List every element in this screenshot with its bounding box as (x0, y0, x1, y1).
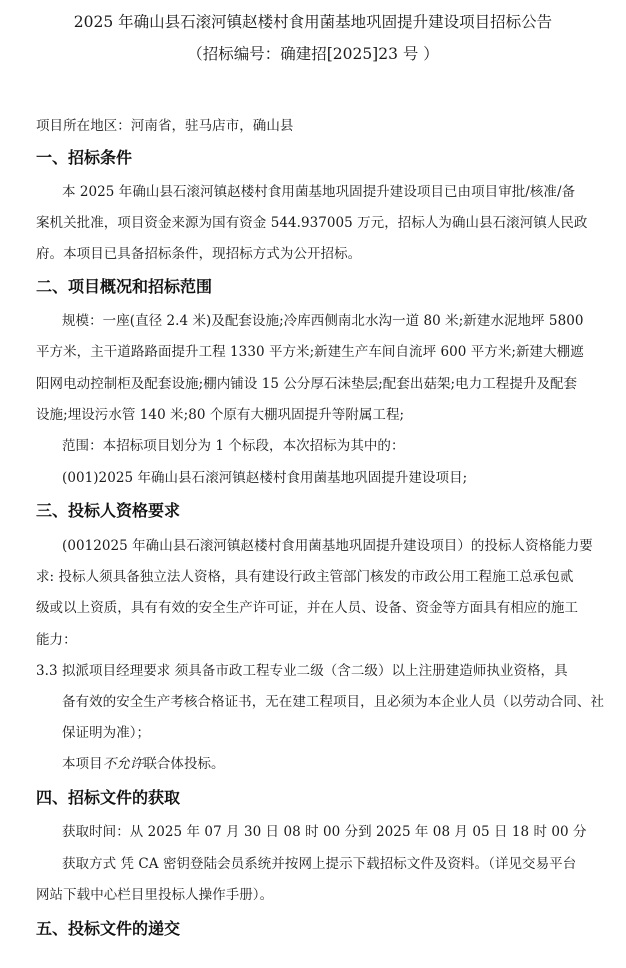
section1-line: 府。本项目已具备招标条件，现招标方式为公开招标。 (36, 246, 362, 262)
pm-requirement-line: 保证明为准）； (62, 725, 151, 741)
project-location: 项目所在地区：河南省，驻马店市，确山县 (36, 118, 294, 134)
scope-text: 范围：本招标项目划分为 1 个标段，本次招标为其中的： (62, 438, 405, 454)
consortium-prefix: 本项目 (62, 756, 103, 772)
qualification-line: 能力： (36, 632, 77, 648)
section1-line: 案机关批准，项目资金来源为国有资金 544.937005 万元，招标人为确山县石滚河镇人民政 (36, 215, 588, 231)
acquisition-method-line: 获取方式 凭 CA 密钥登陆会员系统并按网上提示下载招标文件及资料。（详见交易平台 (62, 856, 577, 872)
section-heading-3: 三、投标人资格要求 (36, 501, 181, 520)
scale-line: 平方米，主干道路路面提升工程 1330 平方米;新建生产车间自流坪 600 平方米;新建大棚遮 (36, 344, 584, 360)
scale-line: 设施;埋设污水管 140 米;80 个原有大棚巩固提升等附属工程; (36, 407, 405, 423)
section1-line: 本 2025 年确山县石滚河镇赵楼村食用菌基地巩固提升建设项目已由项目审批/核准/备 (62, 184, 576, 200)
section-heading-1: 一、招标条件 (36, 148, 133, 167)
bid-number: （招标编号：确建招[2025]23 号 ） (187, 45, 439, 63)
section-heading-4: 四、招标文件的获取 (36, 788, 181, 807)
section-heading-2: 二、项目概况和招标范围 (36, 277, 213, 296)
scale-line: 规模：一座(直径 2.4 米)及配套设施;冷库西侧南北水沟一道 80 米;新建水泥地坪 5800 (62, 313, 584, 329)
pm-requirement-line: 备有效的安全生产考核合格证书，无在建工程项目，且必须为本企业人员（以劳动合同、社 (62, 694, 604, 710)
consortium-suffix: 联合体投标。 (143, 756, 225, 772)
lot-text: (001)2025 年确山县石滚河镇赵楼村食用菌基地巩固提升建设项目; (62, 470, 468, 486)
acquisition-time: 获取时间：从 2025 年 07 月 30 日 08 时 00 分到 2025 年 08 月 05 日 18 时 00 分 (62, 824, 587, 840)
page-title: 2025 年确山县石滚河镇赵楼村食用菌基地巩固提升建设项目招标公告 (73, 13, 553, 31)
section-heading-5: 五、投标文件的递交 (36, 919, 181, 938)
consortium-note (62, 754, 225, 774)
qualification-line: 级或以上资质，具有有效的安全生产许可证，并在人员、设备、资金等方面具有相应的施工 (36, 600, 578, 616)
consortium-not-allowed: 不允许 (102, 756, 144, 772)
acquisition-method-line: 网站下载中心栏目里投标人操作手册）。 (36, 887, 274, 903)
qualification-line: (0012025 年确山县石滚河镇赵楼村食用菌基地巩固提升建设项目）的投标人资格能力要 (62, 538, 593, 554)
pm-requirement-line: 3.3 拟派项目经理要求 须具备市政工程专业二级（含二级）以上注册建造师执业资格，具 (36, 663, 568, 679)
qualification-line: 求: 投标人须具备独立法人资格，具有建设行政主管部门核发的市政公用工程施工总承包贰 (36, 569, 574, 585)
scale-line: 阳网电动控制柜及配套设施;棚内铺设 15 公分厚石沫垫层;配套出菇架;电力工程提升及配套 (36, 376, 578, 392)
